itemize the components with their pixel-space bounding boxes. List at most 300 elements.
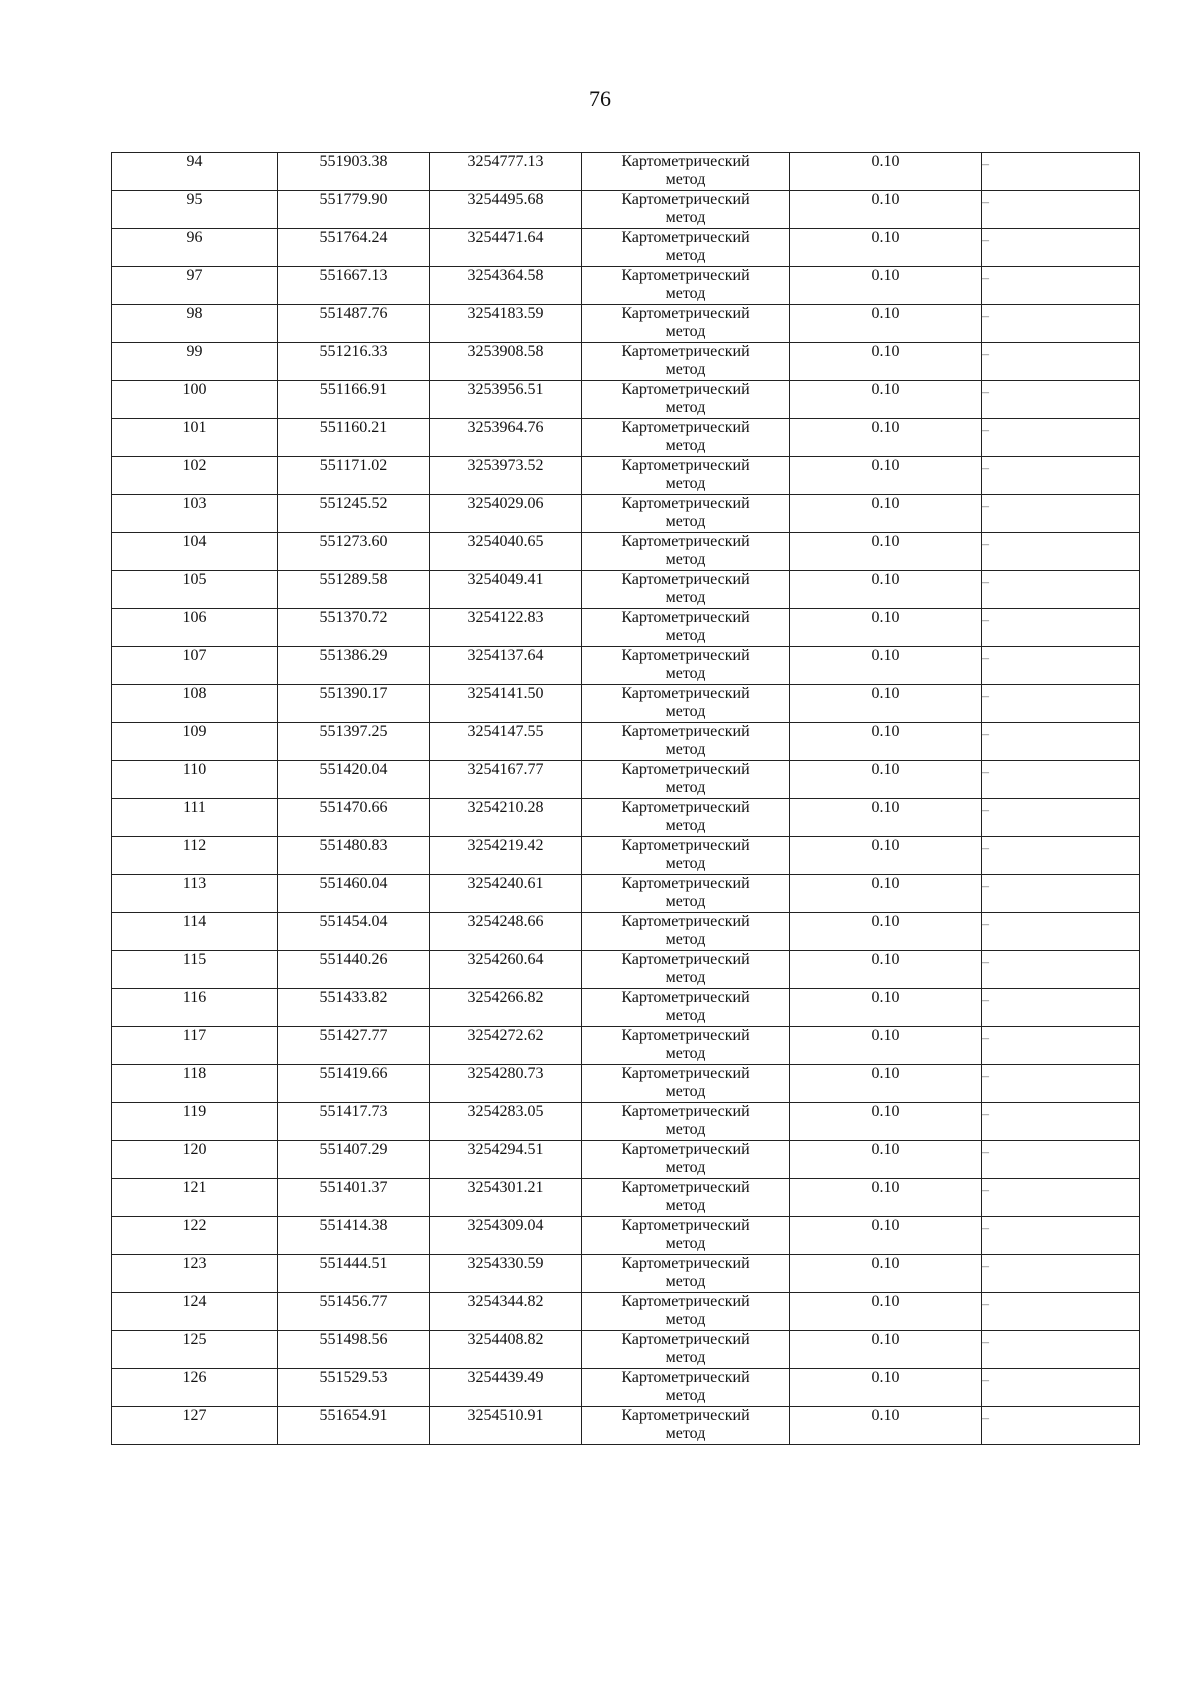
point-number-cell <box>112 609 278 647</box>
method-cell <box>582 305 790 343</box>
x-coordinate-cell <box>278 1065 430 1103</box>
point-number-text: 94 <box>186 153 203 170</box>
description-text: – <box>982 1259 989 1274</box>
x-coordinate-text: 551160.21 <box>319 419 388 436</box>
method-text-line1: Картометрический <box>621 305 750 322</box>
description-text: – <box>982 727 989 742</box>
accuracy-text: 0.10 <box>871 343 900 360</box>
accuracy-cell <box>790 305 982 343</box>
method-text-line2: метод <box>665 589 706 606</box>
x-coordinate-text: 551273.60 <box>319 533 388 550</box>
y-coordinate-cell <box>430 1255 582 1293</box>
table-row <box>112 951 1140 989</box>
accuracy-cell <box>790 419 982 457</box>
accuracy-text: 0.10 <box>871 1141 900 1158</box>
method-text-line2: метод <box>665 1121 706 1138</box>
method-text-line1: Картометрический <box>621 153 750 170</box>
accuracy-cell <box>790 837 982 875</box>
point-number-cell <box>112 343 278 381</box>
point-number-cell <box>112 191 278 229</box>
method-text-line2: метод <box>665 399 706 416</box>
method-text-line1: Картометрический <box>621 875 750 892</box>
method-text-line1: Картометрический <box>621 913 750 930</box>
description-cell <box>982 381 1140 419</box>
table-row <box>112 799 1140 837</box>
accuracy-text: 0.10 <box>871 723 900 740</box>
accuracy-text: 0.10 <box>871 153 900 170</box>
x-coordinate-text: 551460.04 <box>319 875 388 892</box>
accuracy-cell <box>790 229 982 267</box>
description-text: – <box>982 1335 989 1350</box>
method-text-line2: метод <box>665 209 706 226</box>
x-coordinate-cell <box>278 1293 430 1331</box>
description-text: – <box>982 1221 989 1236</box>
method-text-line1: Картометрический <box>621 1293 750 1310</box>
x-coordinate-text: 551456.77 <box>319 1293 388 1310</box>
x-coordinate-text: 551454.04 <box>319 913 388 930</box>
method-text-line1: Картометрический <box>621 1141 750 1158</box>
y-coordinate-text: 3254248.66 <box>467 913 544 930</box>
y-coordinate-cell <box>430 723 582 761</box>
table-row <box>112 1141 1140 1179</box>
y-coordinate-text: 3254344.82 <box>467 1293 544 1310</box>
description-cell <box>982 1103 1140 1141</box>
y-coordinate-cell <box>430 609 582 647</box>
point-number-cell <box>112 381 278 419</box>
y-coordinate-text: 3254510.91 <box>467 1407 544 1424</box>
description-cell <box>982 647 1140 685</box>
x-coordinate-text: 551245.52 <box>319 495 388 512</box>
x-coordinate-text: 551667.13 <box>319 267 388 284</box>
x-coordinate-text: 551397.25 <box>319 723 388 740</box>
method-text-line1: Картометрический <box>621 685 750 702</box>
y-coordinate-text: 3254408.82 <box>467 1331 544 1348</box>
point-number-cell <box>112 1179 278 1217</box>
y-coordinate-text: 3254210.28 <box>467 799 544 816</box>
x-coordinate-cell <box>278 1179 430 1217</box>
y-coordinate-cell <box>430 685 582 723</box>
method-text-line1: Картометрический <box>621 1065 750 1082</box>
x-coordinate-text: 551903.38 <box>319 153 388 170</box>
method-cell <box>582 1141 790 1179</box>
x-coordinate-cell <box>278 609 430 647</box>
accuracy-text: 0.10 <box>871 989 900 1006</box>
x-coordinate-text: 551764.24 <box>319 229 388 246</box>
method-text-line1: Картометрический <box>621 1027 750 1044</box>
method-text-line1: Картометрический <box>621 533 750 550</box>
x-coordinate-cell <box>278 647 430 685</box>
x-coordinate-text: 551414.38 <box>319 1217 388 1234</box>
description-text: – <box>982 575 989 590</box>
y-coordinate-cell <box>430 533 582 571</box>
accuracy-text: 0.10 <box>871 1293 900 1310</box>
point-number-text: 101 <box>182 419 207 436</box>
y-coordinate-cell <box>430 951 582 989</box>
description-cell <box>982 191 1140 229</box>
y-coordinate-cell <box>430 799 582 837</box>
description-text: – <box>982 1145 989 1160</box>
accuracy-text: 0.10 <box>871 191 900 208</box>
description-text: – <box>982 271 989 286</box>
x-coordinate-text: 551470.66 <box>319 799 388 816</box>
point-number-cell <box>112 533 278 571</box>
description-cell <box>982 761 1140 799</box>
table-row <box>112 495 1140 533</box>
x-coordinate-cell <box>278 1141 430 1179</box>
point-number-cell <box>112 267 278 305</box>
point-number-cell <box>112 1331 278 1369</box>
x-coordinate-cell <box>278 381 430 419</box>
method-text-line1: Картометрический <box>621 1369 750 1386</box>
y-coordinate-text: 3254495.68 <box>467 191 544 208</box>
method-text-line2: метод <box>665 437 706 454</box>
point-number-cell <box>112 723 278 761</box>
accuracy-cell <box>790 191 982 229</box>
description-cell <box>982 495 1140 533</box>
x-coordinate-cell <box>278 191 430 229</box>
description-cell <box>982 799 1140 837</box>
point-number-cell <box>112 495 278 533</box>
description-text: – <box>982 233 989 248</box>
description-text: – <box>982 803 989 818</box>
point-number-text: 97 <box>186 267 203 284</box>
x-coordinate-cell <box>278 457 430 495</box>
description-cell <box>982 343 1140 381</box>
method-text-line2: метод <box>665 1349 706 1366</box>
description-cell <box>982 305 1140 343</box>
x-coordinate-cell <box>278 1369 430 1407</box>
x-coordinate-cell <box>278 419 430 457</box>
method-text-line2: метод <box>665 475 706 492</box>
accuracy-cell <box>790 799 982 837</box>
x-coordinate-text: 551386.29 <box>319 647 388 664</box>
description-cell <box>982 571 1140 609</box>
description-text: – <box>982 1183 989 1198</box>
accuracy-cell <box>790 1065 982 1103</box>
table-row <box>112 1407 1140 1445</box>
accuracy-cell <box>790 533 982 571</box>
x-coordinate-cell <box>278 1407 430 1445</box>
x-coordinate-cell <box>278 1331 430 1369</box>
point-number-text: 113 <box>182 875 207 892</box>
y-coordinate-text: 3254122.83 <box>467 609 544 626</box>
x-coordinate-text: 551390.17 <box>319 685 388 702</box>
x-coordinate-text: 551401.37 <box>319 1179 388 1196</box>
point-number-cell <box>112 989 278 1027</box>
point-number-text: 111 <box>183 799 206 816</box>
point-number-cell <box>112 1217 278 1255</box>
method-text-line2: метод <box>665 1387 706 1404</box>
method-text-line1: Картометрический <box>621 1331 750 1348</box>
y-coordinate-text: 3254294.51 <box>467 1141 544 1158</box>
point-number-text: 103 <box>182 495 207 512</box>
method-text-line1: Картометрический <box>621 951 750 968</box>
method-text-line2: метод <box>665 1197 706 1214</box>
method-text-line2: метод <box>665 855 706 872</box>
point-number-text: 112 <box>182 837 207 854</box>
description-text: – <box>982 347 989 362</box>
point-number-text: 102 <box>182 457 207 474</box>
accuracy-text: 0.10 <box>871 1369 900 1386</box>
point-number-cell <box>112 305 278 343</box>
point-number-cell <box>112 1369 278 1407</box>
y-coordinate-cell <box>430 1217 582 1255</box>
x-coordinate-text: 551171.02 <box>319 457 388 474</box>
x-coordinate-text: 551487.76 <box>319 305 388 322</box>
y-coordinate-text: 3254029.06 <box>467 495 544 512</box>
accuracy-cell <box>790 609 982 647</box>
method-cell <box>582 837 790 875</box>
table-row <box>112 1255 1140 1293</box>
y-coordinate-cell <box>430 153 582 191</box>
x-coordinate-cell <box>278 723 430 761</box>
description-text: – <box>982 841 989 856</box>
method-text-line2: метод <box>665 1045 706 1062</box>
table-row <box>112 571 1140 609</box>
accuracy-cell <box>790 1407 982 1445</box>
accuracy-cell <box>790 1179 982 1217</box>
description-cell <box>982 229 1140 267</box>
method-text-line2: метод <box>665 1007 706 1024</box>
accuracy-cell <box>790 647 982 685</box>
table-row <box>112 1293 1140 1331</box>
accuracy-cell <box>790 685 982 723</box>
y-coordinate-cell <box>430 571 582 609</box>
y-coordinate-cell <box>430 913 582 951</box>
y-coordinate-text: 3254777.13 <box>467 153 544 170</box>
method-cell <box>582 343 790 381</box>
method-cell <box>582 153 790 191</box>
accuracy-cell <box>790 343 982 381</box>
description-text: – <box>982 1373 989 1388</box>
accuracy-text: 0.10 <box>871 305 900 322</box>
y-coordinate-text: 3254301.21 <box>467 1179 544 1196</box>
x-coordinate-text: 551216.33 <box>319 343 388 360</box>
x-coordinate-cell <box>278 533 430 571</box>
accuracy-text: 0.10 <box>871 457 900 474</box>
y-coordinate-cell <box>430 1293 582 1331</box>
description-cell <box>982 1331 1140 1369</box>
description-cell <box>982 1407 1140 1445</box>
method-text-line2: метод <box>665 1273 706 1290</box>
accuracy-text: 0.10 <box>871 837 900 854</box>
description-cell <box>982 951 1140 989</box>
y-coordinate-cell <box>430 989 582 1027</box>
accuracy-text: 0.10 <box>871 1217 900 1234</box>
accuracy-text: 0.10 <box>871 495 900 512</box>
accuracy-text: 0.10 <box>871 381 900 398</box>
method-text-line1: Картометрический <box>621 343 750 360</box>
accuracy-text: 0.10 <box>871 609 900 626</box>
method-text-line2: метод <box>665 665 706 682</box>
y-coordinate-text: 3254283.05 <box>467 1103 544 1120</box>
x-coordinate-text: 551654.91 <box>319 1407 388 1424</box>
method-cell <box>582 1255 790 1293</box>
method-cell <box>582 1103 790 1141</box>
accuracy-text: 0.10 <box>871 267 900 284</box>
description-cell <box>982 153 1140 191</box>
x-coordinate-text: 551529.53 <box>319 1369 388 1386</box>
x-coordinate-cell <box>278 875 430 913</box>
method-cell <box>582 1027 790 1065</box>
method-text-line1: Картометрический <box>621 495 750 512</box>
accuracy-text: 0.10 <box>871 913 900 930</box>
y-coordinate-text: 3254219.42 <box>467 837 544 854</box>
accuracy-cell <box>790 571 982 609</box>
point-number-cell <box>112 685 278 723</box>
method-text-line2: метод <box>665 323 706 340</box>
table-row <box>112 685 1140 723</box>
y-coordinate-cell <box>430 267 582 305</box>
x-coordinate-cell <box>278 267 430 305</box>
x-coordinate-text: 551166.91 <box>319 381 388 398</box>
method-text-line1: Картометрический <box>621 761 750 778</box>
method-cell <box>582 495 790 533</box>
table-row <box>112 761 1140 799</box>
description-text: – <box>982 195 989 210</box>
method-text-line1: Картометрический <box>621 267 750 284</box>
method-text-line1: Картометрический <box>621 457 750 474</box>
method-cell <box>582 609 790 647</box>
method-text-line1: Картометрический <box>621 1217 750 1234</box>
x-coordinate-text: 551480.83 <box>319 837 388 854</box>
method-text-line2: метод <box>665 779 706 796</box>
x-coordinate-cell <box>278 229 430 267</box>
accuracy-text: 0.10 <box>871 1407 900 1424</box>
y-coordinate-cell <box>430 875 582 913</box>
y-coordinate-text: 3254167.77 <box>467 761 544 778</box>
method-text-line1: Картометрический <box>621 989 750 1006</box>
x-coordinate-cell <box>278 305 430 343</box>
table-row <box>112 1179 1140 1217</box>
method-cell <box>582 457 790 495</box>
x-coordinate-text: 551433.82 <box>319 989 388 1006</box>
point-number-text: 127 <box>182 1407 207 1424</box>
point-number-text: 117 <box>182 1027 207 1044</box>
method-text-line2: метод <box>665 741 706 758</box>
x-coordinate-cell <box>278 799 430 837</box>
x-coordinate-text: 551417.73 <box>319 1103 388 1120</box>
method-cell <box>582 1407 790 1445</box>
accuracy-cell <box>790 381 982 419</box>
accuracy-text: 0.10 <box>871 229 900 246</box>
x-coordinate-text: 551370.72 <box>319 609 388 626</box>
method-cell <box>582 191 790 229</box>
point-number-cell <box>112 761 278 799</box>
accuracy-text: 0.10 <box>871 647 900 664</box>
point-number-cell <box>112 647 278 685</box>
method-cell <box>582 533 790 571</box>
accuracy-cell <box>790 495 982 533</box>
method-cell <box>582 989 790 1027</box>
y-coordinate-text: 3254272.62 <box>467 1027 544 1044</box>
description-cell <box>982 457 1140 495</box>
point-number-text: 107 <box>182 647 207 664</box>
method-cell <box>582 647 790 685</box>
point-number-text: 118 <box>182 1065 207 1082</box>
method-cell <box>582 951 790 989</box>
point-number-cell <box>112 951 278 989</box>
description-cell <box>982 1369 1140 1407</box>
accuracy-cell <box>790 267 982 305</box>
point-number-cell <box>112 837 278 875</box>
point-number-cell <box>112 799 278 837</box>
description-cell <box>982 267 1140 305</box>
x-coordinate-cell <box>278 343 430 381</box>
table-row <box>112 1217 1140 1255</box>
accuracy-text: 0.10 <box>871 1103 900 1120</box>
description-cell <box>982 837 1140 875</box>
point-number-cell <box>112 1255 278 1293</box>
description-text: – <box>982 1411 989 1426</box>
table-row <box>112 343 1140 381</box>
method-cell <box>582 1217 790 1255</box>
y-coordinate-text: 3254280.73 <box>467 1065 544 1082</box>
description-text: – <box>982 537 989 552</box>
point-number-text: 114 <box>182 913 207 930</box>
point-number-text: 96 <box>186 229 203 246</box>
point-number-cell <box>112 1407 278 1445</box>
description-cell <box>982 419 1140 457</box>
point-number-text: 119 <box>182 1103 207 1120</box>
accuracy-cell <box>790 457 982 495</box>
y-coordinate-cell <box>430 1407 582 1445</box>
coordinates-table-body <box>112 153 1140 1445</box>
description-text: – <box>982 157 989 172</box>
accuracy-text: 0.10 <box>871 799 900 816</box>
description-text: – <box>982 993 989 1008</box>
description-cell <box>982 1293 1140 1331</box>
y-coordinate-text: 3254183.59 <box>467 305 544 322</box>
y-coordinate-text: 3254364.58 <box>467 267 544 284</box>
method-text-line1: Картометрический <box>621 191 750 208</box>
x-coordinate-cell <box>278 1255 430 1293</box>
accuracy-cell <box>790 1103 982 1141</box>
y-coordinate-cell <box>430 229 582 267</box>
x-coordinate-cell <box>278 571 430 609</box>
table-row <box>112 305 1140 343</box>
method-text-line2: метод <box>665 247 706 264</box>
y-coordinate-text: 3253908.58 <box>467 343 544 360</box>
method-cell <box>582 761 790 799</box>
accuracy-cell <box>790 1369 982 1407</box>
y-coordinate-cell <box>430 495 582 533</box>
table-row <box>112 647 1140 685</box>
method-cell <box>582 1179 790 1217</box>
point-number-text: 121 <box>182 1179 207 1196</box>
method-text-line1: Картометрический <box>621 799 750 816</box>
description-text: – <box>982 879 989 894</box>
method-text-line2: метод <box>665 1083 706 1100</box>
accuracy-text: 0.10 <box>871 1065 900 1082</box>
point-number-text: 123 <box>182 1255 207 1272</box>
x-coordinate-cell <box>278 1217 430 1255</box>
point-number-cell <box>112 1027 278 1065</box>
y-coordinate-cell <box>430 457 582 495</box>
table-row <box>112 229 1140 267</box>
point-number-text: 125 <box>182 1331 207 1348</box>
description-cell <box>982 609 1140 647</box>
accuracy-text: 0.10 <box>871 1255 900 1272</box>
y-coordinate-text: 3254330.59 <box>467 1255 544 1272</box>
point-number-text: 110 <box>182 761 207 778</box>
accuracy-cell <box>790 1255 982 1293</box>
x-coordinate-cell <box>278 1103 430 1141</box>
x-coordinate-text: 551498.56 <box>319 1331 388 1348</box>
method-text-line2: метод <box>665 551 706 568</box>
method-cell <box>582 723 790 761</box>
y-coordinate-text: 3254040.65 <box>467 533 544 550</box>
